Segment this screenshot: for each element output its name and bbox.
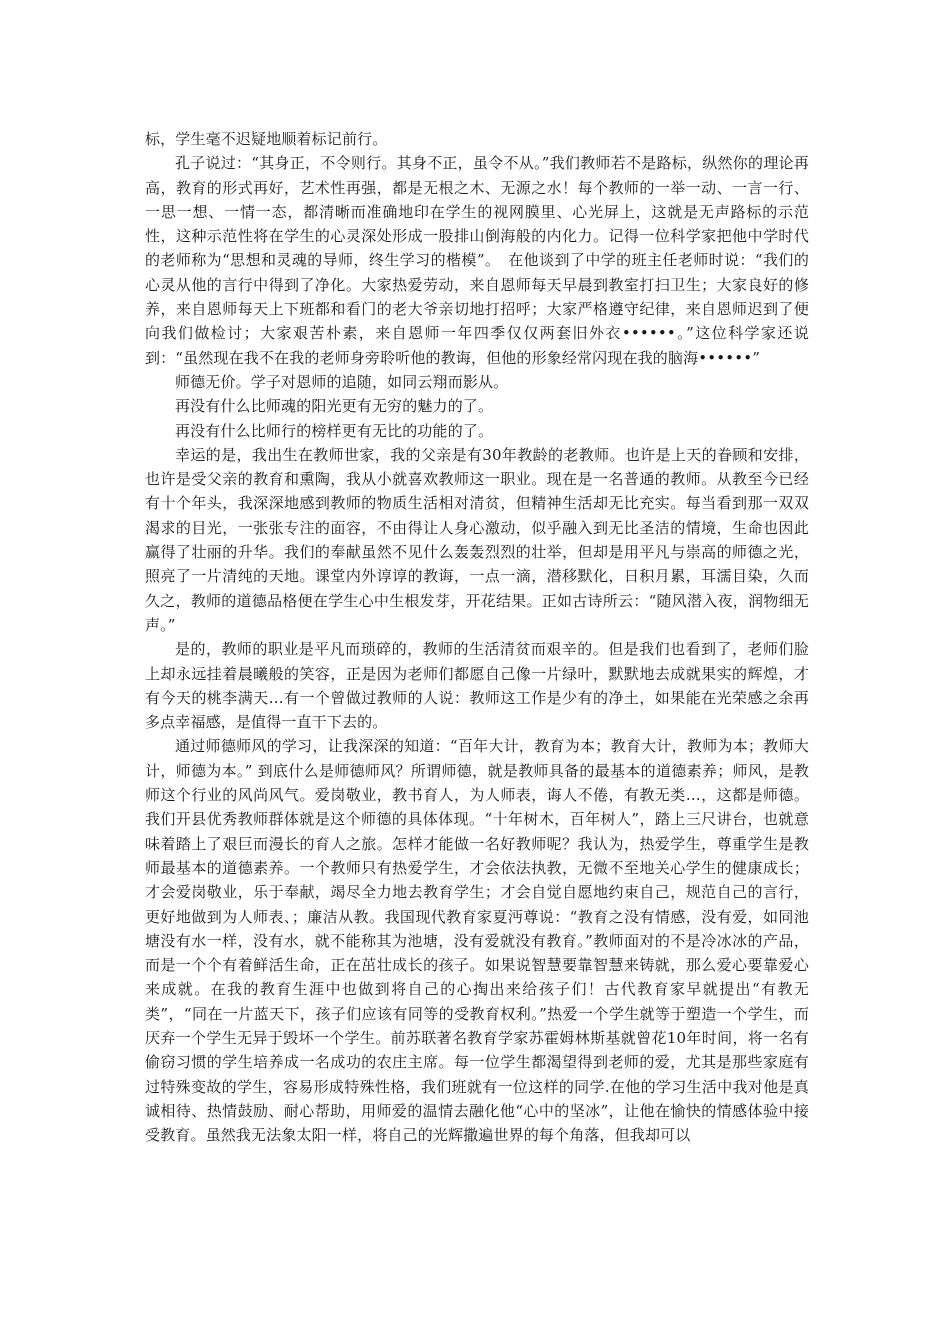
paragraph-6: 幸运的是，我出生在教师世家，我的父亲是有30年教龄的老教师。也许是上天的眷顾和安排，也许是受父亲的教育和熏陶，我从小就喜欢教师这一职业。现在是一名普通的教师。从教至今已经有十个年头，我深深地感到教师的物质生活相对清贫，但精神生活却无比充实。每当看到那一双双渴求的目光，一张张专注的面容，不由得让人身心激动，似乎融入到无比圣洁的情境，生命也因此赢得了壮丽的升华。我们的奉献虽然不见什么轰轰烈烈的壮举，但却是用平凡与崇高的师德之光，照亮了一片清纯的天地。课堂内外谆谆的教诲，一点一滴，潜移默化，日积月累，耳濡目染，久而久之，教师的道德品格便在学生心中生根发芽，开花结果。正如古诗所云：“随风潜入夜，润物细无声。” (145, 445, 809, 634)
paragraph-7: 是的，教师的职业是平凡而琐碎的，教师的生活清贫而艰辛的。但是我们也看到了，老师们脸上却永远挂着晨曦般的笑容，正是因为老师们都愿自己像一片绿叶，默默地去成就果实的辉煌，才有今天的桃李满天…有一个曾做过教师的人说：教师这工作是少有的净土，如果能在光荣感之余再多点幸福感，是值得一直干下去的。 (145, 640, 809, 732)
paragraph-1: 标，学生毫不迟疑地顺着标记前行。 (145, 130, 388, 148)
paragraph-3: 师德无价。学子对恩师的追随，如同云翔而影从。 (175, 372, 509, 391)
paragraph-5: 再没有什么比师行的榜样更有无比的功能的了。 (175, 421, 494, 440)
paragraph-2: 孔子说过：“其身正，不令则行。其身不正，虽令不从。”我们教师若不是路标，纵然你的理论再高，教育的形式再好，艺术性再强，都是无根之木、无源之水！每个教师的一举一动、一言一行、一思一想、一情一态，都清晰而准确地印在学生的视网膜里、心光屏上，这就是无声路标的示范性，这种示范性将在学生的心灵深处形成一股排山倒海般的内化力。记得一位科学家把他中学时代的老师称为“思想和灵魂的导师，终生学习的楷模”。 在他谈到了中学的班主任老师时说：“我们的心灵从他的言行中得到了净化。大家热爱劳动，来自恩师每天早晨到教室打扫卫生；大家良好的修养，来自恩师每天上下班都和看门的老大爷亲切地打招呼；大家严格遵守纪律，来自恩师迟到了便向我们做检讨；大家艰苦朴素，来自恩师一年四季仅仅两套旧外衣••••••。”这位科学家还说到：“虽然现在我不在我的老师身旁聆听他的教诲，但他的形象经常闪现在我的脑海••••••” (145, 154, 809, 367)
paragraph-4: 再没有什么比师魂的阳光更有无穷的魅力的了。 (175, 397, 494, 416)
document-body (145, 127, 809, 1147)
paragraph-8: 通过师德师风的学习，让我深深的知道：“百年大计，教育为本；教育大计，教师为本；教师大计，师德为本。” 到底什么是师德师风？所谓师德，就是教师具备的最基本的道德素养；师风，是教师这个行业的风尚风气。爱岗敬业，教书育人，为人师表，诲人不倦，有教无类…，这都是师德。我们开县优秀教师群体就是这个师德的具体体现。“十年树木，百年树人”，踏上三尺讲台，也就意味着踏上了艰巨而漫长的育人之旅。怎样才能做一名好教师呢？我认为，热爱学生，尊重学生是教师最基本的道德素养。一个教师只有热爱学生，才会依法执教，无微不至地关心学生的健康成长；才会爱岗敬业，乐于奉献，竭尽全力地去教育学生；才会自觉自愿地约束自己，规范自己的言行，更好地做到为人师表、；廉洁从教。我国现代教育家夏沔尊说：“教育之没有情感，没有爱，如同池塘没有水一样，没有水，就不能称其为池塘，没有爱就没有教育。”教师面对的不是冷冰冰的产品，而是一个个有着鲜活生命，正在茁壮成长的孩子。如果说智慧要靠智慧来铸就，那么爱心要靠爱心来成就。在我的教育生涯中也做到将自己的心掏出来给孩子们！古代教育家早就提出“有教无类”，“同在一片蓝天下，孩子们应该有同等的受教育权利。”热爱一个学生就等于塑造一个学生，而厌弃一个学生无异于毁坏一个学生。前苏联著名教育学家苏霍姆林斯基就曾花10年时间，将一名有偷窃习惯的学生培养成一名成功的农庄主席。每一位学生都渴望得到老师的爱，尤其是那些家庭有过特殊变故的学生，容易形成特殊性格，我们班就有一位这样的同学.在他的学习生活中我对他是真诚相待、热情鼓励、耐心帮助，用师爱的温情去融化他“心中的坚冰”，让他在愉快的情感体验中接受教育。虽然我无法象太阳一样，将自己的光辉撒遍世界的每个角落，但我却可以 (145, 737, 809, 1145)
